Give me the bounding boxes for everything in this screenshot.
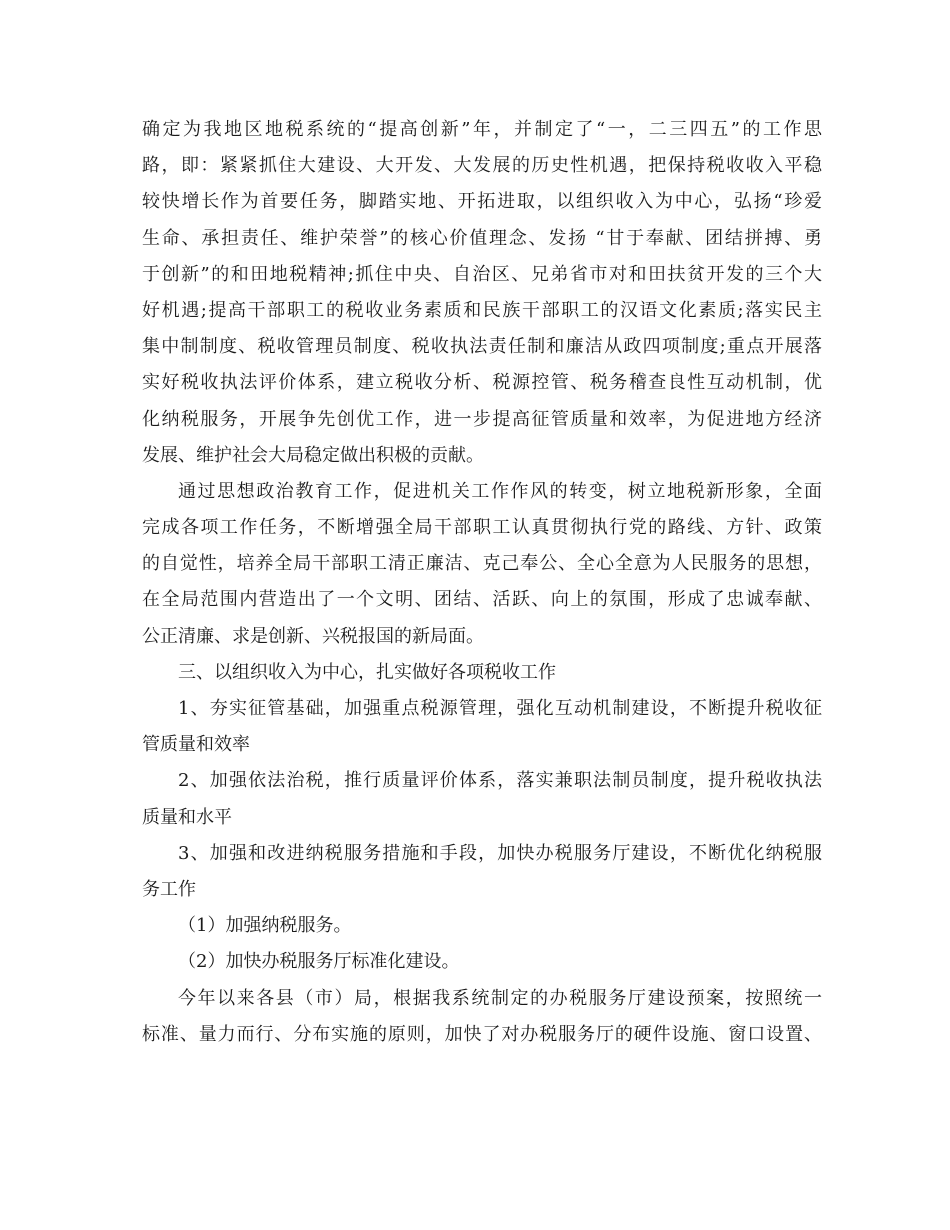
text-line: 集中制制度、税收管理员制度、税收执法责任制和廉洁从政四项制度;重点开展落 xyxy=(142,336,822,358)
text-line: 于创新”的和田地税精神;抓住中央、自治区、兄弟省市对和田扶贫开发的三个大 xyxy=(142,263,822,285)
text-line: 质量和水平 xyxy=(142,806,232,828)
text-line: 公正清廉、求是创新、兴税报国的新局面。 xyxy=(142,625,484,647)
text-line: 较快增长作为首要任务，脚踏实地、开拓进取，以组织收入为中心，弘扬“珍爱 xyxy=(142,191,822,213)
list-item-3: 3、加强和改进纳税服务措施和手段，加快办税服务厅建设，不断优化纳税服 xyxy=(178,842,822,864)
text-line: 在全局范围内营造出了一个文明、团结、活跃、向上的氛围，形成了忠诚奉献、 xyxy=(142,589,822,611)
list-item-1: 1、夯实征管基础，加强重点税源管理，强化互动机制建设，不断提升税收征 xyxy=(178,698,822,719)
text-line: 化纳税服务，开展争先创优工作，进一步提高征管质量和效率，为促进地方经济 xyxy=(142,408,822,430)
text-line: 的自觉性，培养全局干部职工清正廉洁、克己奉公、全心全意为人民服务的思想， xyxy=(142,553,822,575)
text-line: 路，即：紧紧抓住大建设、大开发、大发展的历史性机遇，把保持税收收入平稳 xyxy=(142,155,822,177)
section-heading: 三、以组织收入为中心，扎实做好各项税收工作 xyxy=(178,661,556,683)
text-line: 标准、量力而行、分布实施的原则，加快了对办税服务厅的硬件设施、窗口设置、 xyxy=(142,1023,822,1045)
text-line: 务工作 xyxy=(142,878,196,900)
paragraph-first-line: 通过思想政治教育工作，促进机关工作作风的转变，树立地税新形象，全面 xyxy=(178,480,822,502)
text-line: 管质量和效率 xyxy=(142,734,250,756)
sub-item-1: （1）加强纳税服务。 xyxy=(178,915,352,937)
sub-item-2: （2）加快办税服务厅标准化建设。 xyxy=(178,951,460,973)
document-body xyxy=(142,112,822,1053)
text-line: 发展、维护社会大局稳定做出积极的贡献。 xyxy=(142,444,484,466)
text-line: 实好税收执法评价体系，建立税收分析、税源控管、税务稽查良性互动机制，优 xyxy=(142,372,822,394)
text-line: 好机遇;提高干部职工的税收业务素质和民族干部职工的汉语文化素质;落实民主 xyxy=(142,299,822,321)
text-line: 生命、承担责任、维护荣誉”的核心价值理念、发扬 “甘于奉献、团结拼搏、勇 xyxy=(142,227,822,249)
text-line: 确定为我地区地税系统的“提高创新”年，并制定了“一，二三四五”的工作思 xyxy=(142,119,822,140)
text-line: 完成各项工作任务，不断增强全局干部职工认真贯彻执行党的路线、方针、政策 xyxy=(142,517,822,539)
list-item-2: 2、加强依法治税，推行质量评价体系，落实兼职法制员制度，提升税收执法 xyxy=(178,770,822,792)
paragraph-first-line: 今年以来各县（市）局，根据我系统制定的办税服务厅建设预案，按照统一 xyxy=(178,987,822,1009)
